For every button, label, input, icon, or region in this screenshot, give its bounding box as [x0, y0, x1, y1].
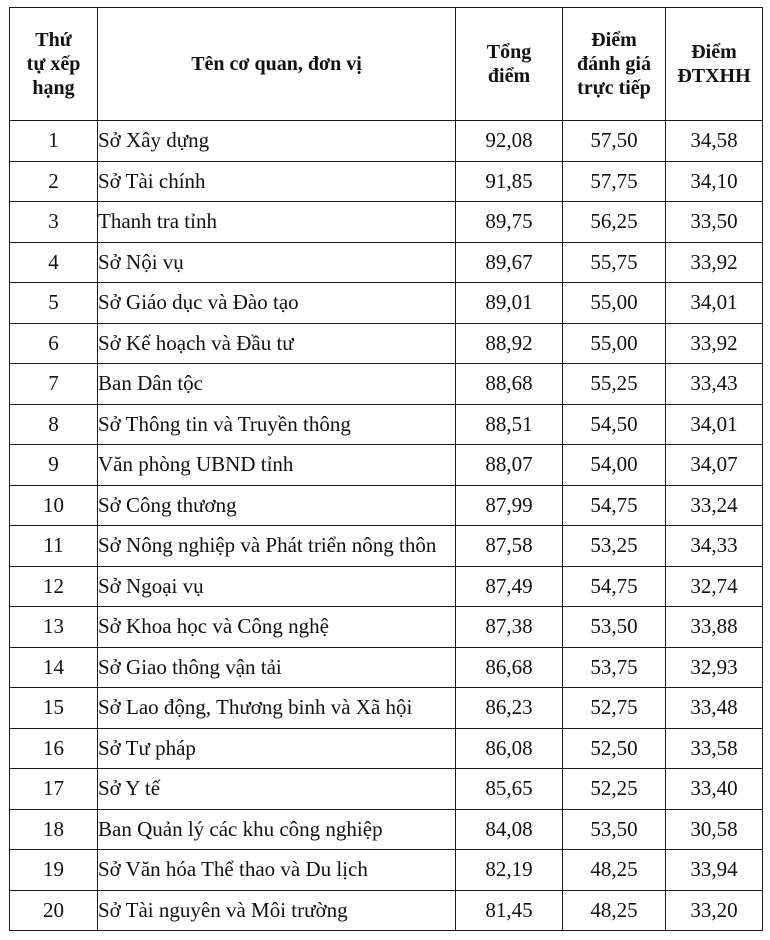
unit-name-cell: Sở Xây dựng [98, 121, 456, 162]
unit-name-cell: Sở Lao động, Thương binh và Xã hội [98, 688, 456, 729]
unit-name-cell: Văn phòng UBND tỉnh [98, 445, 456, 486]
social-score-cell: 32,93 [666, 647, 763, 688]
direct-score-cell: 55,00 [563, 323, 666, 364]
total-score-cell: 87,58 [456, 526, 563, 567]
table-row [10, 242, 763, 283]
rank-cell: 11 [10, 526, 98, 567]
header-name-line: Tên cơ quan, đơn vị [191, 53, 362, 75]
table-row [10, 607, 763, 648]
table-row [10, 323, 763, 364]
social-score-cell: 33,88 [666, 607, 763, 648]
total-score-cell: 91,85 [456, 161, 563, 202]
rank-cell: 16 [10, 728, 98, 769]
table-row [10, 445, 763, 486]
rank-cell: 10 [10, 485, 98, 526]
direct-score-cell: 55,25 [563, 364, 666, 405]
social-score-cell: 33,24 [666, 485, 763, 526]
rank-cell: 18 [10, 809, 98, 850]
social-score-cell: 33,40 [666, 769, 763, 810]
rank-cell: 17 [10, 769, 98, 810]
direct-score-cell: 54,00 [563, 445, 666, 486]
unit-name-cell: Sở Thông tin và Truyền thông [98, 404, 456, 445]
header-total [456, 8, 563, 121]
direct-score-cell: 55,00 [563, 283, 666, 324]
direct-score-cell: 53,50 [563, 809, 666, 850]
direct-score-cell: 52,75 [563, 688, 666, 729]
total-score-cell: 84,08 [456, 809, 563, 850]
social-score-cell: 33,92 [666, 242, 763, 283]
table-row [10, 526, 763, 567]
unit-name-cell: Sở Kế hoạch và Đầu tư [98, 323, 456, 364]
table-row [10, 809, 763, 850]
header-rank [10, 8, 98, 121]
ranking-table [9, 7, 763, 931]
table-row [10, 890, 763, 931]
total-score-cell: 88,68 [456, 364, 563, 405]
total-score-cell: 87,38 [456, 607, 563, 648]
rank-cell: 6 [10, 323, 98, 364]
table-row [10, 161, 763, 202]
unit-name-cell: Thanh tra tỉnh [98, 202, 456, 243]
direct-score-cell: 55,75 [563, 242, 666, 283]
social-score-cell: 34,33 [666, 526, 763, 567]
rank-cell: 9 [10, 445, 98, 486]
unit-name-cell: Ban Quản lý các khu công nghiệp [98, 809, 456, 850]
rank-cell: 7 [10, 364, 98, 405]
unit-name-cell: Sở Nội vụ [98, 242, 456, 283]
unit-name-cell: Sở Ngoại vụ [98, 566, 456, 607]
table-body [10, 121, 763, 931]
header-name [98, 8, 456, 121]
unit-name-cell: Sở Tài chính [98, 161, 456, 202]
total-score-cell: 88,07 [456, 445, 563, 486]
header-direct-line: đánh giá [577, 53, 651, 75]
direct-score-cell: 57,50 [563, 121, 666, 162]
social-score-cell: 30,58 [666, 809, 763, 850]
header-total-line: điểm [487, 65, 531, 87]
rank-cell: 5 [10, 283, 98, 324]
social-score-cell: 34,10 [666, 161, 763, 202]
total-score-cell: 86,68 [456, 647, 563, 688]
header-social-line: Điểm [691, 41, 737, 63]
social-score-cell: 33,94 [666, 850, 763, 891]
table-row [10, 404, 763, 445]
direct-score-cell: 53,25 [563, 526, 666, 567]
header-direct-line: trực tiếp [577, 77, 651, 99]
table-row [10, 202, 763, 243]
header-direct [563, 8, 666, 121]
unit-name-cell: Ban Dân tộc [98, 364, 456, 405]
unit-name-cell: Sở Khoa học và Công nghệ [98, 607, 456, 648]
social-score-cell: 34,07 [666, 445, 763, 486]
social-score-cell: 34,01 [666, 404, 763, 445]
rank-cell: 8 [10, 404, 98, 445]
direct-score-cell: 53,75 [563, 647, 666, 688]
total-score-cell: 85,65 [456, 769, 563, 810]
social-score-cell: 33,58 [666, 728, 763, 769]
unit-name-cell: Sở Nông nghiệp và Phát triển nông thôn [98, 526, 456, 567]
table-header [10, 8, 763, 121]
header-row [10, 8, 763, 121]
rank-cell: 3 [10, 202, 98, 243]
table-row [10, 647, 763, 688]
header-total-line: Tổng [486, 41, 532, 63]
total-score-cell: 86,23 [456, 688, 563, 729]
direct-score-cell: 56,25 [563, 202, 666, 243]
unit-name-cell: Sở Văn hóa Thể thao và Du lịch [98, 850, 456, 891]
social-score-cell: 33,20 [666, 890, 763, 931]
table-row [10, 283, 763, 324]
total-score-cell: 82,19 [456, 850, 563, 891]
header-rank-line: tự xếp [26, 53, 81, 75]
header-social-line: ĐTXHH [677, 65, 751, 87]
rank-cell: 4 [10, 242, 98, 283]
total-score-cell: 88,51 [456, 404, 563, 445]
rank-cell: 1 [10, 121, 98, 162]
total-score-cell: 81,45 [456, 890, 563, 931]
unit-name-cell: Sở Giáo dục và Đào tạo [98, 283, 456, 324]
unit-name-cell: Sở Y tế [98, 769, 456, 810]
rank-cell: 2 [10, 161, 98, 202]
rank-cell: 12 [10, 566, 98, 607]
unit-name-cell: Sở Giao thông vận tải [98, 647, 456, 688]
total-score-cell: 87,99 [456, 485, 563, 526]
total-score-cell: 89,01 [456, 283, 563, 324]
header-social [666, 8, 763, 121]
rank-cell: 15 [10, 688, 98, 729]
social-score-cell: 32,74 [666, 566, 763, 607]
rank-cell: 20 [10, 890, 98, 931]
social-score-cell: 34,58 [666, 121, 763, 162]
direct-score-cell: 54,75 [563, 485, 666, 526]
rank-cell: 13 [10, 607, 98, 648]
total-score-cell: 87,49 [456, 566, 563, 607]
total-score-cell: 86,08 [456, 728, 563, 769]
table-row [10, 728, 763, 769]
direct-score-cell: 54,75 [563, 566, 666, 607]
unit-name-cell: Sở Tư pháp [98, 728, 456, 769]
unit-name-cell: Sở Tài nguyên và Môi trường [98, 890, 456, 931]
direct-score-cell: 52,50 [563, 728, 666, 769]
total-score-cell: 89,67 [456, 242, 563, 283]
table-row [10, 485, 763, 526]
direct-score-cell: 52,25 [563, 769, 666, 810]
table-row [10, 364, 763, 405]
direct-score-cell: 48,25 [563, 850, 666, 891]
social-score-cell: 34,01 [666, 283, 763, 324]
header-rank-line: hạng [32, 77, 75, 99]
table-row [10, 121, 763, 162]
total-score-cell: 92,08 [456, 121, 563, 162]
total-score-cell: 89,75 [456, 202, 563, 243]
total-score-cell: 88,92 [456, 323, 563, 364]
direct-score-cell: 48,25 [563, 890, 666, 931]
direct-score-cell: 54,50 [563, 404, 666, 445]
direct-score-cell: 57,75 [563, 161, 666, 202]
social-score-cell: 33,92 [666, 323, 763, 364]
social-score-cell: 33,50 [666, 202, 763, 243]
unit-name-cell: Sở Công thương [98, 485, 456, 526]
rank-cell: 19 [10, 850, 98, 891]
social-score-cell: 33,48 [666, 688, 763, 729]
direct-score-cell: 53,50 [563, 607, 666, 648]
table-row [10, 850, 763, 891]
table-row [10, 769, 763, 810]
table-row [10, 566, 763, 607]
header-rank-line: Thứ [35, 29, 72, 51]
rank-cell: 14 [10, 647, 98, 688]
header-direct-line: Điểm [591, 29, 637, 51]
social-score-cell: 33,43 [666, 364, 763, 405]
table-row [10, 688, 763, 729]
